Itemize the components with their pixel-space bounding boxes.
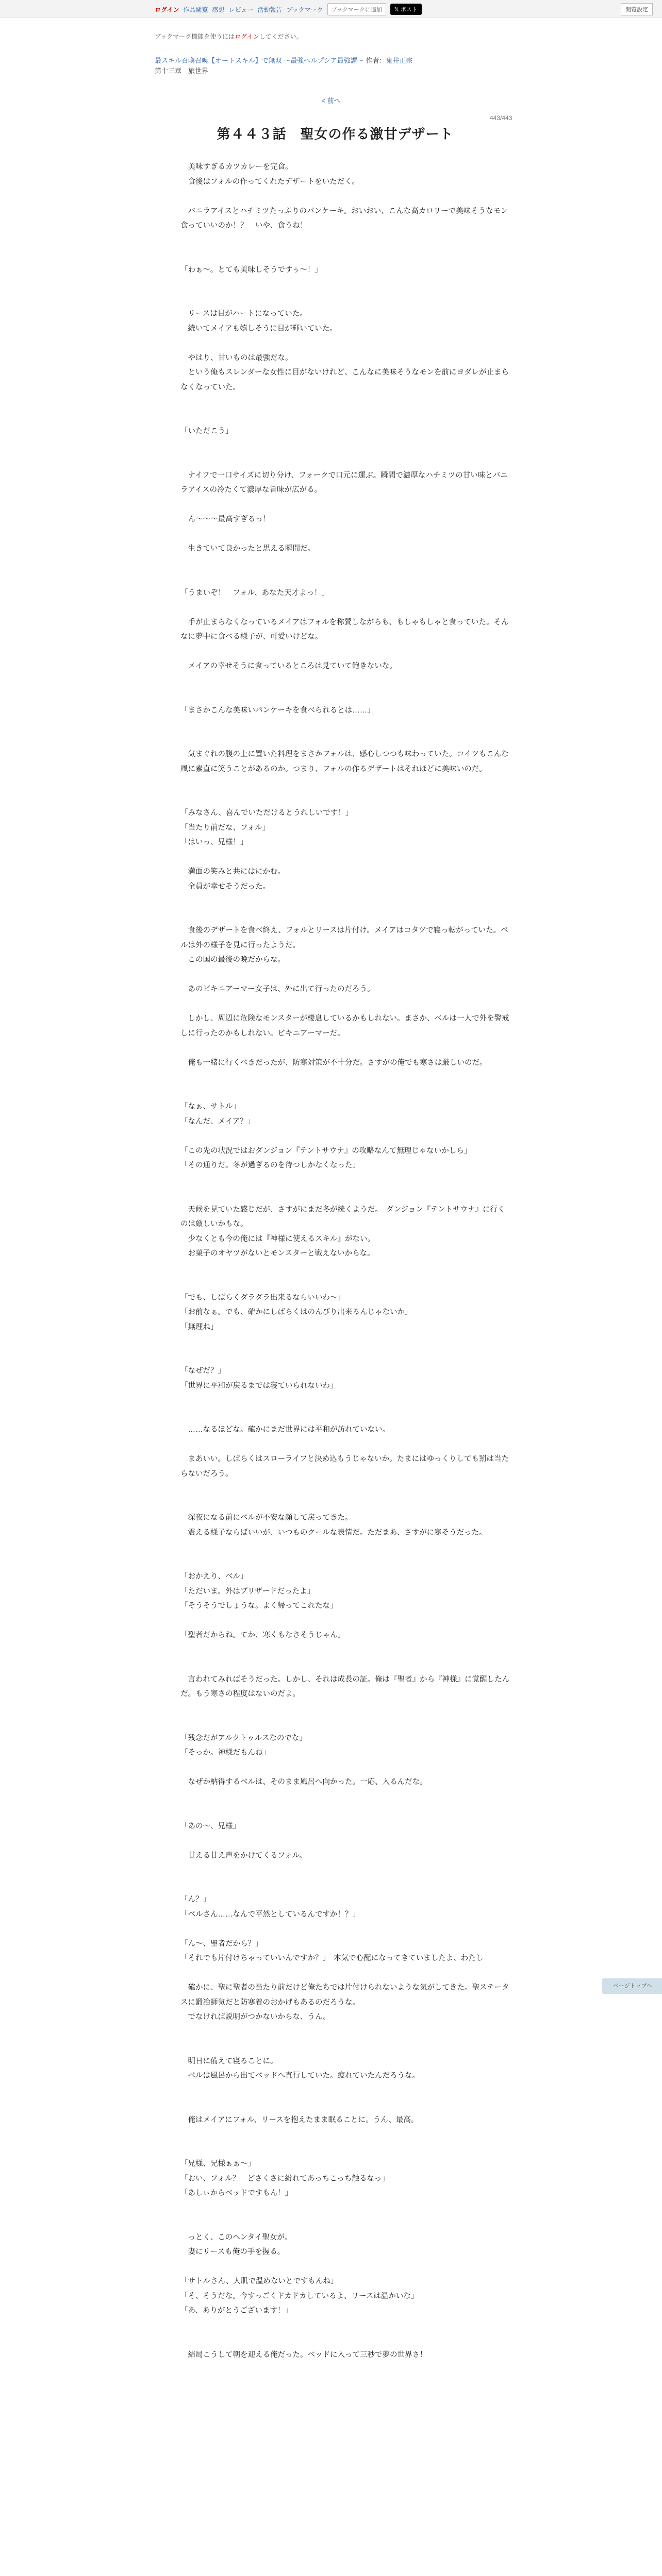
novel-line: 生きていて良かったと思える瞬間だ。 bbox=[180, 545, 315, 553]
novel-line bbox=[180, 1614, 510, 1629]
novel-line bbox=[180, 1041, 510, 1056]
novel-line: でなければ説明がつかないからな、うん。 bbox=[180, 2013, 330, 2021]
novel-line: 「聖者だからね。てか、寒くもなさそうじゃん」 bbox=[180, 1631, 345, 1639]
novel-line bbox=[180, 894, 510, 909]
novel-line bbox=[180, 2127, 510, 2142]
novel-line bbox=[180, 1834, 510, 1849]
novel-line bbox=[180, 189, 510, 204]
login-notice-tail: してください。 bbox=[259, 33, 303, 40]
novel-line bbox=[180, 1188, 510, 1202]
novel-line bbox=[180, 2260, 510, 2275]
novel-line bbox=[180, 1496, 510, 1511]
novel-line: あのビキニアーマー女子は、外に出て行ったのだろう。 bbox=[180, 985, 375, 993]
novel-line: ……なるほどな。確かにまだ世界には平和が訪れていない。 bbox=[180, 1426, 390, 1434]
novel-line bbox=[180, 233, 510, 248]
novel-line: 気まぐれの腹の上に置いた料理をまさかフォルは、感心しつつも味わっていた。コイツもこんな風に素直に笑うことがあるのか。つまり、フォルの作るデザートはそれほどに美味いのだ。 bbox=[180, 750, 509, 773]
novel-line: 「それでも片付けちゃっていいんですか？」 本気で心配になってきていましたよ、わたし bbox=[180, 1954, 484, 1962]
novel-line bbox=[180, 1085, 510, 1100]
novel-line: 「ん〜、聖者だから？」 bbox=[180, 1939, 263, 1948]
novel-line: 全員が幸せそうだった。 bbox=[180, 882, 270, 891]
novel-line bbox=[180, 336, 510, 351]
novel-line bbox=[180, 1760, 510, 1775]
author-link[interactable]: 鬼井正宗 bbox=[386, 57, 413, 64]
novel-line: 「ただいま。外はブリザードだったよ」 bbox=[180, 1587, 315, 1596]
novel-line bbox=[180, 997, 510, 1012]
menu-item-activity[interactable]: 活動報告 bbox=[257, 6, 283, 13]
novel-line: この国の最後の晩だからな。 bbox=[180, 956, 285, 964]
novel-line: 続いてメイアも嬉しそうに目が輝いていた。 bbox=[180, 324, 337, 333]
novel-header bbox=[155, 56, 516, 76]
novel-line bbox=[180, 1070, 510, 1085]
novel-line bbox=[180, 1878, 510, 1893]
novel-line: お菓子のオヤツがないとモンスターと戦えないからな。 bbox=[180, 1249, 375, 1258]
novel-line bbox=[180, 1922, 510, 1937]
novel-line bbox=[180, 1173, 510, 1188]
novel-line: 「お前なぁ。でも、確かにしばらくはのんびり出来るんじゃないか」 bbox=[180, 1308, 412, 1316]
chapter-info: 第十三章 旅世界 bbox=[155, 67, 209, 75]
top-bar bbox=[0, 0, 662, 18]
novel-line: ナイフで一口サイズに切り分け、フォークで口元に運ぶ。瞬間で濃厚なハチミツの甘い味とバニラアイスの冷たくて濃厚な旨味が広がる。 bbox=[180, 471, 508, 494]
novel-line bbox=[180, 1716, 510, 1731]
novel-line: 食後のデザートを食べ終え、フォルとリースは片付け。メイアはコタツで寝っ転がっていた。ベルは外の様子を見に行ったようだ。 bbox=[180, 926, 508, 950]
novel-line: メイアの幸せそうに食っているところは見ていて飽きないな。 bbox=[180, 662, 397, 670]
novel-line: なぜか納得するベルは、そのまま風呂へ向かった。一応、入るんだな。 bbox=[180, 1778, 427, 1786]
novel-line: 美味すぎるカツカレーを完食。 bbox=[180, 163, 293, 171]
novel-line: 「そ、そうだな。今すっごくドカドカしているよ、リースは温かいな」 bbox=[180, 2292, 419, 2300]
novel-line bbox=[180, 1966, 510, 1981]
novel-line bbox=[180, 1657, 510, 1672]
novel-line bbox=[180, 2142, 510, 2157]
novel-line bbox=[180, 453, 510, 468]
novel-line: 「この先の状況ではおダンジョン『テントサウナ』の攻略なんて無理じゃないかしら」 bbox=[180, 1146, 472, 1155]
novel-line bbox=[180, 1349, 510, 1364]
novel-line bbox=[180, 527, 510, 542]
novel-line: 「あ、ありがとうございます！」 bbox=[180, 2307, 292, 2315]
novel-line bbox=[180, 645, 510, 659]
prev-page-link[interactable]: < 前へ bbox=[321, 97, 341, 105]
novel-line: 「兄様、兄様ぁぁ～」 bbox=[180, 2160, 255, 2168]
novel-line: 「サトルさん、人肌で温めないとですもんね」 bbox=[180, 2277, 338, 2285]
novel-line bbox=[180, 1555, 510, 1570]
menu-item-works[interactable]: 作品閲覧 bbox=[183, 6, 208, 13]
login-notice-link[interactable]: ログイン bbox=[235, 33, 259, 40]
novel-line: 手が止まらなくなっているメイアはフォルを称賛しながらも、もしゃもしゃと食っていた。そんなに夢中に食べる様子が、可愛いけどな。 bbox=[180, 618, 509, 641]
x-post-button[interactable]: 𝕏 ポスト bbox=[390, 4, 422, 15]
series-title-link[interactable]: 最スキル召喚召喚【オートスキル】で無双 〜最強へルプシア最強譚〜 bbox=[155, 57, 364, 64]
add-bookmark-button[interactable]: ブックマークに追加 bbox=[327, 3, 386, 15]
novel-line: リースは目がハートになっていた。 bbox=[180, 310, 307, 318]
menu-item-reviews[interactable]: レビュー bbox=[228, 6, 254, 13]
novel-line: 食後はフォルの作ってくれたデザートをいただく。 bbox=[180, 177, 359, 186]
novel-line: 天候を見ていた感じだが、さすがにまだ冬が続くようだ。 ダンジョン『テントサウナ』に行くのは厳しいかもな。 bbox=[180, 1205, 505, 1228]
novel-line: 妻にリースも俺の手を握る。 bbox=[180, 2248, 285, 2256]
novel-line bbox=[180, 733, 510, 748]
novel-line: 「うまいぞ！ フォル、あなた天才よっ！」 bbox=[180, 588, 329, 597]
novel-line: やはり、甘いものは最強だな。 bbox=[180, 353, 293, 362]
page-top-button[interactable]: ページトップへ bbox=[602, 1978, 662, 1994]
novel-line: 「そっか。神様だもんね」 bbox=[180, 1749, 270, 1757]
novel-line bbox=[180, 1643, 510, 1658]
novel-line: 確かに、聖に聖者の当たり前だけど俺たちでは片付けられないような気がしてきた。聖ステータスに鍛冶師気だと防寒着のおかげもあるのだろうな。 bbox=[180, 1984, 509, 2007]
novel-line bbox=[180, 1863, 510, 1878]
top-pager bbox=[0, 95, 662, 105]
novel-line: 「はいっ、兄様！」 bbox=[180, 838, 248, 846]
novel-line: 「無理ね」 bbox=[180, 1323, 218, 1331]
novel-line bbox=[180, 2333, 510, 2348]
novel-line: ん〜〜〜最高すぎるっ！ bbox=[180, 515, 270, 523]
novel-line: 「いただこう」 bbox=[180, 427, 233, 435]
novel-line bbox=[180, 791, 510, 806]
author-label: 作者： bbox=[366, 57, 386, 64]
novel-line bbox=[180, 909, 510, 924]
novel-line: 「なんだ、メイア？」 bbox=[180, 1117, 255, 1126]
novel-line bbox=[180, 2215, 510, 2230]
novel-line bbox=[180, 439, 510, 454]
novel-line bbox=[180, 1790, 510, 1805]
novel-line: まあいい。しばらくはスローライフと決め込もうじゃないか。たまにはゆっくりしても罰は当たらないだろう。 bbox=[180, 1455, 509, 1478]
novel-line: 「当たり前だな、フォル」 bbox=[180, 823, 270, 832]
novel-line bbox=[180, 674, 510, 689]
login-notice bbox=[155, 32, 303, 41]
novel-line: 「残念だがアルクトゥルスなのでな」 bbox=[180, 1734, 307, 1742]
reading-settings-button[interactable]: 閲覧設定 bbox=[621, 3, 653, 15]
top-bar-menu bbox=[155, 3, 422, 15]
chapter-title: 第４４３話 聖女の作る激甘デザート bbox=[217, 126, 454, 142]
novel-line bbox=[180, 248, 510, 263]
novel-line bbox=[180, 1540, 510, 1555]
novel-line bbox=[180, 1804, 510, 1819]
novel-line: 「あしぃからベッドですもん！」 bbox=[180, 2189, 293, 2197]
novel-line bbox=[180, 1276, 510, 1291]
novel-line: 明日に備えて寝ることに。 bbox=[180, 2057, 278, 2065]
novel-line bbox=[180, 1702, 510, 1717]
novel-line: 「みなさん、喜んでいただけるとうれしいです！」 bbox=[180, 809, 353, 817]
novel-line bbox=[180, 1334, 510, 1349]
novel-line: 「なぁ、サトル」 bbox=[180, 1103, 240, 1111]
novel-line: 「その通りだ。冬が過ぎるのを待つしかなくなった」 bbox=[180, 1161, 360, 1170]
novel-line bbox=[180, 2039, 510, 2054]
novel-line bbox=[180, 1129, 510, 1144]
novel-line: という俺もスレンダーな女性に目がないけれど、こんなに美味そうなモンを前にヨダレが止まらなくなっていた。 bbox=[180, 368, 509, 392]
novel-line: 「ベルさん……なんで平然としているんですか！？」 bbox=[180, 1910, 360, 1919]
novel-line: 「そうそうでしょうな。よく帰ってこれたな」 bbox=[180, 1602, 338, 1610]
novel-line bbox=[180, 2318, 510, 2333]
novel-line: 「わぁ〜。とても美味しそうですぅ〜！」 bbox=[180, 265, 322, 274]
novel-line: 「おかえり、ベル」 bbox=[180, 1572, 248, 1581]
novel-line bbox=[180, 277, 510, 292]
novel-line: 「なぜだ？」 bbox=[180, 1367, 225, 1375]
novel-line: 「あの〜、兄様」 bbox=[180, 1822, 240, 1831]
novel-line: 言われてみればそうだった。しかし、それは成長の証。俺は『聖者』から『神様』に覚醒したんだ。もう寒さの程度はないのだよ。 bbox=[180, 1675, 509, 1698]
novel-line bbox=[180, 718, 510, 733]
novel-line: 俺も一緒に行くべきだったが、防寒対策が不十分だ。さすがの俺でも寒さは厳しいのだ。 bbox=[180, 1058, 487, 1067]
novel-line bbox=[180, 1437, 510, 1452]
novel-line bbox=[180, 600, 510, 615]
novel-line bbox=[180, 850, 510, 865]
novel-line bbox=[180, 2025, 510, 2040]
novel-line: 「ん？」 bbox=[180, 1895, 210, 1904]
novel-line bbox=[180, 2201, 510, 2216]
novel-body bbox=[180, 160, 510, 2362]
novel-line bbox=[180, 688, 510, 703]
novel-line: 「おい、フォル？ どさくさに紛れてあっちこっち触るなっ」 bbox=[180, 2174, 389, 2183]
login-notice-text: ブックマーク機能を使うには bbox=[155, 33, 235, 40]
login-link[interactable]: ログイン bbox=[155, 6, 179, 13]
novel-line: っとく、このヘンタイ聖女が。 bbox=[180, 2233, 292, 2242]
novel-line bbox=[180, 2083, 510, 2098]
novel-line: 深夜になる前にベルが不安な顔して戻ってきた。 bbox=[180, 1514, 353, 1522]
novel-line: 結局こうして朝を迎える俺だった。ベッドに入って三秒で夢の世界さ！ bbox=[180, 2350, 427, 2359]
novel-line bbox=[180, 1408, 510, 1423]
novel-line: しかし、周辺に危険なモンスターが棲息しているかもしれない。まさか、ベルは一人で外を警戒しに行ったのかもしれない。ビキニアーマーだ。 bbox=[180, 1014, 509, 1038]
menu-item-bookmark[interactable]: ブックマーク bbox=[286, 6, 323, 13]
novel-line: 少なくとも今の俺には『神様に使えるスキル』がない。 bbox=[180, 1234, 375, 1243]
novel-line: ベルは風呂から出てベッドへ直行していた。疲れていたんだろうな。 bbox=[180, 2072, 420, 2080]
novel-line: 「まさかこんな美味いパンケーキを食べられるとは……」 bbox=[180, 706, 375, 715]
novel-line bbox=[180, 571, 510, 586]
novel-line: 俺はメイアにフォル、リースを抱えたまま眠ることに。うん、最高。 bbox=[180, 2115, 419, 2124]
novel-line: 甘える甘え声をかけてくるフォル。 bbox=[180, 1851, 307, 1860]
novel-line bbox=[180, 556, 510, 571]
menu-item-impressions[interactable]: 感想 bbox=[212, 6, 225, 13]
novel-line bbox=[180, 1261, 510, 1276]
novel-line bbox=[180, 395, 510, 410]
novel-line: 震える様子ならばいいが、いつものクールな表情だ。ただまあ、さすがに寒そうだった。 bbox=[180, 1528, 487, 1537]
novel-line: 「でも、しばらくダラダラ出来るならいいわ〜」 bbox=[180, 1293, 345, 1302]
novel-line bbox=[180, 968, 510, 982]
novel-line bbox=[180, 776, 510, 791]
novel-line bbox=[180, 1393, 510, 1408]
novel-line bbox=[180, 1481, 510, 1496]
novel-line bbox=[180, 2098, 510, 2113]
page-number: 443/443 bbox=[490, 114, 512, 122]
novel-line bbox=[180, 292, 510, 307]
novel-line bbox=[180, 498, 510, 513]
novel-line bbox=[180, 410, 510, 425]
novel-line: バニラアイスとハチミツたっぷりのパンケーキ。おいおい、こんな高カロリーで美味そうなモン食っていいのか！？ いや、食うね！ bbox=[180, 207, 508, 230]
novel-line: 「世界に平和が戻るまでは寝ていられないわ」 bbox=[180, 1381, 338, 1390]
novel-line: 満面の笑みと共にはにかむ。 bbox=[180, 868, 285, 876]
